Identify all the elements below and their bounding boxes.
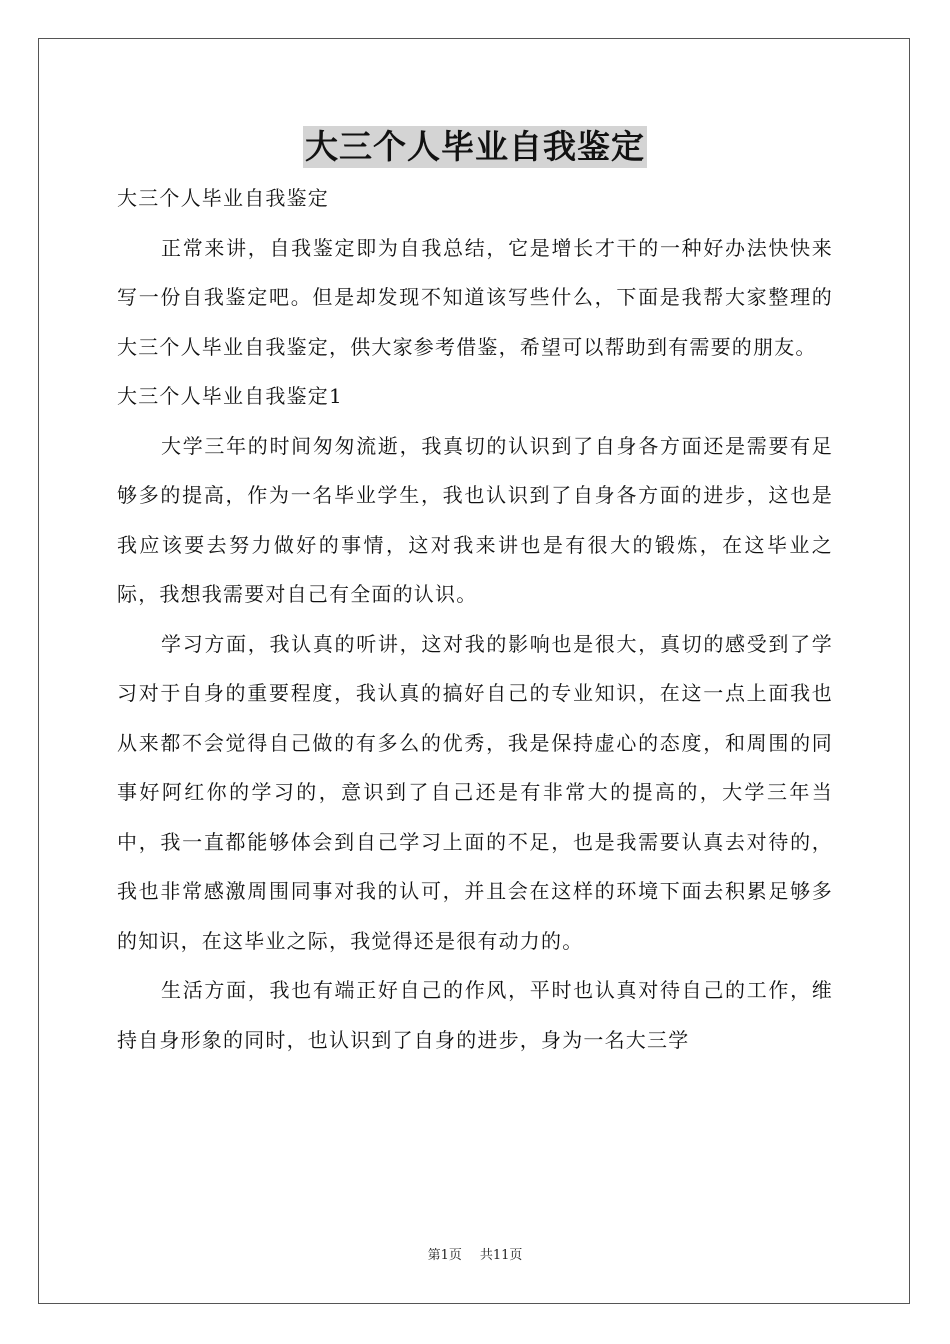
document-title-text: 大三个人毕业自我鉴定 <box>305 127 645 166</box>
document-title <box>0 126 950 168</box>
paragraph-overview: 大学三年的时间匆匆流逝，我真切的认识到了自身各方面还是需要有足够多的提高，作为一名毕业学生，我也认识到了自身各方面的进步，这也是我应该要去努力做好的事情，这对我来讲也是有很大的锻炼，在这毕业之际，我想我需要对自己有全面的认识。 <box>117 433 833 606</box>
paragraph-subtitle: 大三个人毕业自我鉴定 <box>117 186 329 210</box>
paragraph-study: 学习方面，我认真的听讲，这对我的影响也是很大，真切的感受到了学习对于自身的重要程度，我认真的搞好自己的专业知识，在这一点上面我也从来都不会觉得自己做的有多么的优秀，我是保持虚心的态度，和周围的同事好阿红你的学习的，意识到了自己还是有非常大的提高的，大学三年当中，我一直都能够体会到自己学习上面的不足，也是我需要认真去对待的，我也非常感激周围同事对我的认可，并且会在这样的环境下面去积累足够多的知识，在这毕业之际，我觉得还是很有动力的。 <box>117 631 833 953</box>
document-body <box>117 174 833 1065</box>
paragraph-section-heading: 大三个人毕业自我鉴定1 <box>117 384 343 408</box>
paragraph-intro: 正常来讲，自我鉴定即为自我总结，它是增长才干的一种好办法快快来写一份自我鉴定吧。但是却发现不知道该写些什么，下面是我帮大家整理的大三个人毕业自我鉴定，供大家参考借鉴，希望可以帮助到有需要的朋友。 <box>117 235 833 359</box>
page-number: 第1页 <box>427 1248 462 1263</box>
paragraph-life: 生活方面，我也有端正好自己的作风，平时也认真对待自己的工作，维持自身形象的同时，也认识到了自身的进步，身为一名大三学 <box>117 978 833 1052</box>
page-total: 共11页 <box>479 1248 523 1263</box>
page-footer <box>0 1247 950 1265</box>
